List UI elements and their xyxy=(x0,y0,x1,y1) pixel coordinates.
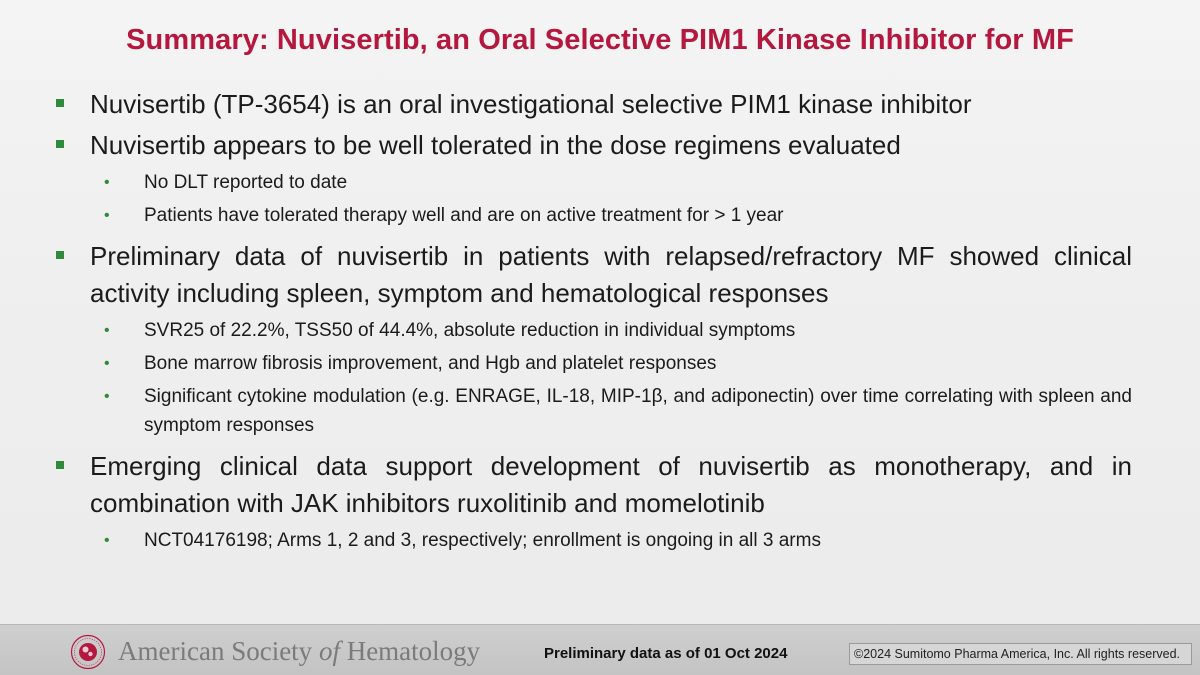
bullet-square-icon xyxy=(56,140,64,148)
sub-bullet-text: Patients have tolerated therapy well and are on active treatment for > 1 year xyxy=(144,205,784,226)
slide-footer xyxy=(0,624,1200,675)
bullet-dot-icon: • xyxy=(104,207,110,224)
bullet-square-icon xyxy=(56,461,64,469)
bullet-dot-icon: • xyxy=(104,355,110,372)
bullet-text: Preliminary data of nuvisertib in patients with relapsed/refractory MF showed clinical activity including spleen, symptom and hematological responses xyxy=(90,241,1132,308)
sub-bullet-list xyxy=(54,316,1132,440)
sub-bullet-item xyxy=(54,316,1132,345)
sub-bullet-item xyxy=(54,168,1132,197)
bullet-square-icon xyxy=(56,99,64,107)
sub-bullet-item xyxy=(54,201,1132,230)
bullet-dot-icon: • xyxy=(104,322,110,339)
sub-bullet-text: Significant cytokine modulation (e.g. ENRAGE, IL-18, MIP-1β, and adiponectin) over time correlating with spleen and symptom responses xyxy=(144,386,1132,436)
preliminary-data-note: Preliminary data as of 01 Oct 2024 xyxy=(544,645,788,662)
bullet-text: Nuvisertib (TP-3654) is an oral investigational selective PIM1 kinase inhibitor xyxy=(90,89,972,119)
bullet-dot-icon: • xyxy=(104,532,110,549)
ash-logo-icon xyxy=(70,634,106,670)
bullet-item xyxy=(54,127,1132,164)
sub-bullet-text: NCT04176198; Arms 1, 2 and 3, respectively; enrollment is ongoing in all 3 arms xyxy=(144,530,821,551)
sub-bullet-list xyxy=(54,526,1132,555)
sub-bullet-text: Bone marrow fibrosis improvement, and Hgb and platelet responses xyxy=(144,353,717,374)
sub-bullet-list xyxy=(54,168,1132,230)
bullet-dot-icon: • xyxy=(104,388,110,405)
sub-bullet-text: SVR25 of 22.2%, TSS50 of 44.4%, absolute reduction in individual symptoms xyxy=(144,320,796,341)
bullet-text: Emerging clinical data support development of nuvisertib as monotherapy, and in combination with JAK inhibitors ruxolitinib and momelotinib xyxy=(90,451,1132,518)
bullet-item xyxy=(54,86,1132,123)
bullet-item xyxy=(54,448,1132,522)
sub-bullet-item xyxy=(54,382,1132,440)
bullet-text: Nuvisertib appears to be well tolerated in the dose regimens evaluated xyxy=(90,130,901,160)
sub-bullet-item xyxy=(54,349,1132,378)
bullet-square-icon xyxy=(56,251,64,259)
bullet-item xyxy=(54,238,1132,312)
organization-name: American Society of Hematology xyxy=(118,636,481,666)
bullet-list xyxy=(54,86,1132,563)
sub-bullet-text: No DLT reported to date xyxy=(144,172,348,193)
sub-bullet-item xyxy=(54,526,1132,555)
bullet-dot-icon: • xyxy=(104,174,110,191)
slide-title: Summary: Nuvisertib, an Oral Selective PIM1 Kinase Inhibitor for MF xyxy=(126,24,1074,56)
copyright-notice: ©2024 Sumitomo Pharma America, Inc. All rights reserved. xyxy=(849,643,1192,665)
